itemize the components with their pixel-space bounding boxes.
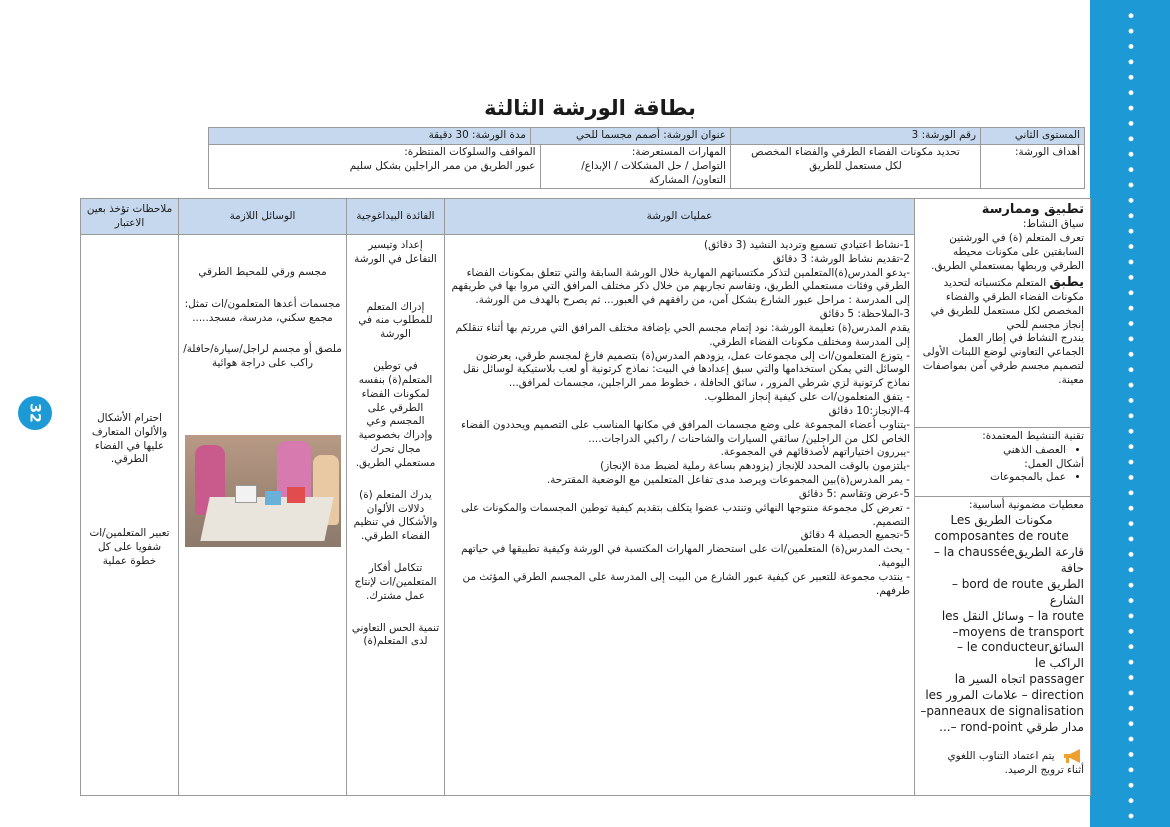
benefit-item: تنمية الحس التعاوني لدى المتعلم(ة) [351,621,440,648]
op-line: 5-تجميع الحصيلة 4 دقائق [800,529,910,542]
op-line: - ينتدب مجموعة للتعبير عن كيفية عبور الشارع من البيت إلى المدرسة على المجسم الطرقي المؤثث من طرفهم. [462,570,910,597]
technique-section [915,428,1090,497]
header-benefit: الفائدة البيداغوجية [347,199,445,235]
context-text: تعرف المتعلم (ة) في الورشتين السابقتين على مكونات محيطه الطرقي وربطها بمستعملي الطريق. [931,232,1084,272]
content-data-section [915,497,1090,781]
vocab-line: la route – وسائل النقل les [941,608,1084,623]
op-line: -يتناوب أعضاء المجموعة على وضع مجسمات المرافق في مكانها المناسب على التصميم ويحددون الفضاء الخاص لكل من الراجلين/ سائقي السيارات والشاحنات / راكبي الدراجات.... [461,418,910,445]
skills-label: المهارات المستعرضة: [631,146,726,158]
skills-value: التواصل / حل المشكلات / الإبداع/ التعاون/ المشاركة [581,159,726,186]
apply-paragraph [919,274,1084,333]
op-line: 1-نشاط اعتيادي تسميع وترديد النشيد (3 دقائق) [704,239,910,251]
context-section [915,199,1090,428]
side-band [1090,0,1170,827]
op-line: -يلتزمون بالوقت المحدد للإنجاز (يزودهم بساعة رملية لضبط مدة الإنجاز) [600,460,910,473]
info-table [208,127,1085,189]
means-column [179,235,347,796]
note-line: يتم اعتماد التناوب اللغوي [947,750,1055,763]
attitudes-value: عبور الطريق من ممر الراجلين بشكل سليم [349,159,536,172]
vocab-line: passager اتجاه السير la [954,672,1084,687]
data-label: معطيات مضمونية أساسية: [968,499,1084,511]
note-line: أثناء ترويج الرصيد. [1004,764,1084,777]
goals-cell [731,145,981,189]
note-item: تعبير المتعلمين/ات شفويا على كل خطوة عملية [89,527,170,567]
binding-dots [1128,8,1134,819]
classroom-photo [185,435,341,547]
benefit-item: في توطين المتعلم(ة) بنفسه لمكونات الفضاء الطرقي على المجسم وعي وإدراك بخصوصية مجال تحرك مستعملي الطريق. [355,360,436,469]
op-line: - يتفق المتعلمون/ات على كيفية إنجاز المطلوب. [704,391,910,404]
attitudes-cell [209,145,540,188]
skills-attitudes-cell [209,145,731,189]
benefit-item: إعداد وتيسير التفاعل في الورشة [354,239,437,265]
op-line: 4-الإنجاز:10 دقائق [828,404,910,417]
op-line: - يمر المدرس(ة)بين المجموعات ويرصد مدى تفاعل المتعلمين مع الوضعية المقترحة. [546,474,910,487]
context-label: سياق النشاط: [1022,218,1084,231]
apply-text-2: يندرج النشاط في إطار العمل الجماعي التعاوني لوضع اللبنات الأولى لتصميم مجسم طرقي آمن بمواصفات معينة. [922,332,1084,386]
op-line: - تعرض كل مجموعة منتوجها النهائي وتنتدب عضوا يتكلف بتقديم كيفية توطين المجسمات والمكونات على التصميم. [460,501,910,528]
benefit-item: إدراك المتعلم للمطلوب منه في الورشة [358,300,433,341]
page-number-badge [18,396,52,430]
notes-column [81,235,179,796]
data-fr-title: مكونات الطريق Les composantes de route [934,512,1069,543]
means-item: ملصق أو مجسم لراجل/سيارة/حافلة/راكب على دراجة هوائية [183,343,342,370]
apply-text: المتعلم مكتسباته لتحديد مكونات الفضاء الطرقي والفضاء المخصص لكل مستعمل للطريق في إنجاز مجسم للحي [930,276,1084,331]
header-means: الوسائل اللازمة [179,199,347,235]
vocab-line: panneaux de signalisation– [920,704,1084,719]
apply-word: يطبق [1049,274,1084,290]
header-operations: عمليات الورشة [445,199,915,235]
benefit-item: تتكامل أفكار المتعلمين/ات لإنتاج عمل مشترك. [354,562,437,602]
vocab-line: direction – علامات المرور les [925,688,1084,703]
op-line: - يتوزع المتعلمون/ات إلى مجموعات عمل، يزودهم المدرس(ة) بتصميم فارغ لمجسم طرقي، يعرضون الوسائل التي يمكن استخدامها والتي سبق إعدادها في البيت: نماذج كرتونية أو لعب بلاستيكية لوسائل نقل نماذج كرتونية لزي شرطي المرور ، سائق الحافلة ، خطوط ممر الراجلين، مجسمات لمرافق... [463,349,910,390]
work-forms-item: • عمل بالمجموعات [919,471,1066,485]
section-heading: تطبيق وممارسة [981,202,1084,217]
benefit-item: يدرك المتعلم (ة) دلالات الألوان والأشكال في تنظيم الفضاء الطرقي. [353,488,438,543]
page-title: بطاقة الورشة الثالثة [484,96,696,120]
goals-line: لكل مستعمل للطريق [809,159,902,172]
op-line: -يدعو المدرس(ة)المتعلمين لتذكر مكتسباتهم المهارية خلال الورشة السابقة والتي تتعلق بمكونات الفضاء الطرقي وفئات مستعملي الطريق، وتقاسم تجاربهم من خلال ذكر مختلف المرافق التي مروا بها في طريقهم إلى المدرسة : مراحل عبور الشارع بشكل آمن، من رافقهم في العبور... ثم يصرح بالهدف من الورشة. [451,266,910,307]
workshop-title-cell: عنوان الورشة: أصمم مجسما للحي [531,128,731,145]
op-line: 5-عرض وتقاسم :5 دقائق [798,487,910,500]
attitudes-label: المواقف والسلوكات المنتظرة: [404,146,536,158]
header-notes: ملاحظات تؤخذ بعين الاعتبار [81,199,179,235]
technique-item: • العصف الذهني [919,444,1066,458]
vocab-line: قارعة الطريقla chaussée – حافة [933,544,1084,575]
workshop-number-cell: رقم الورشة: 3 [731,128,981,145]
skills-attitudes-inner [209,145,730,188]
goals-line: تحديد مكونات الفضاء الطرقي والفضاء المخصص [751,146,960,158]
language-note [919,748,1084,764]
op-line: - يحث المدرس(ة) المتعلمين/ات على استحضار المهارات المكتسبة في الورشة وكيفية تطبيقها في حياتهم اليومية. [461,543,910,570]
megaphone-icon [1062,748,1084,764]
operations-column [445,235,915,796]
vocab-line: الطريق bord de route – الشارع [951,576,1084,607]
work-forms-label: أشكال العمل: [1024,457,1084,470]
technique-label: تقنية التنشيط المعتمدة: [982,430,1084,442]
workshop-table [80,198,1091,796]
means-item: مجسم ورقي للمحيط الطرقي [198,266,327,278]
skills-cell [540,145,730,188]
note-item: احترام الأشكال والألوان المتعارف عليها في الفضاء الطرقي. [91,412,168,466]
page-number: 32 [26,403,43,423]
duration-cell: مدة الورشة: 30 دقيقة [209,128,531,145]
benefit-column [347,235,445,796]
goals-label: أهداف الورشة: [981,145,1085,189]
vocab-line: مدار طرقي rond-point –... [939,720,1084,735]
op-line: 3-الملاحظة: 5 دقائق [819,308,910,321]
vocab-line: moyens de transport– [952,624,1084,639]
practice-column [915,199,1091,796]
vocab-line: السائقle conducteur – الراكب le [956,640,1084,671]
level-cell: المستوى الثاني [981,128,1085,145]
op-line: -يبررون اختياراتهم لأصدقائهم في المجموعة. [720,446,910,459]
op-line: 2-تقديم نشاط الورشة: 3 دقائق [772,252,910,265]
means-item: مجسمات أعدها المتعلمون/ات تمثل: مجمع سكني، مدرسة، مسجد..... [184,297,341,324]
op-line: يقدم المدرس(ة) تعليمة الورشة: نود إتمام مجسم الحي بإضافة مختلف المرافق التي مررتم بها أثناء تنقلكم إلى المدرسة ومختلف مكونات الفضاء الطرقي. [455,321,910,348]
